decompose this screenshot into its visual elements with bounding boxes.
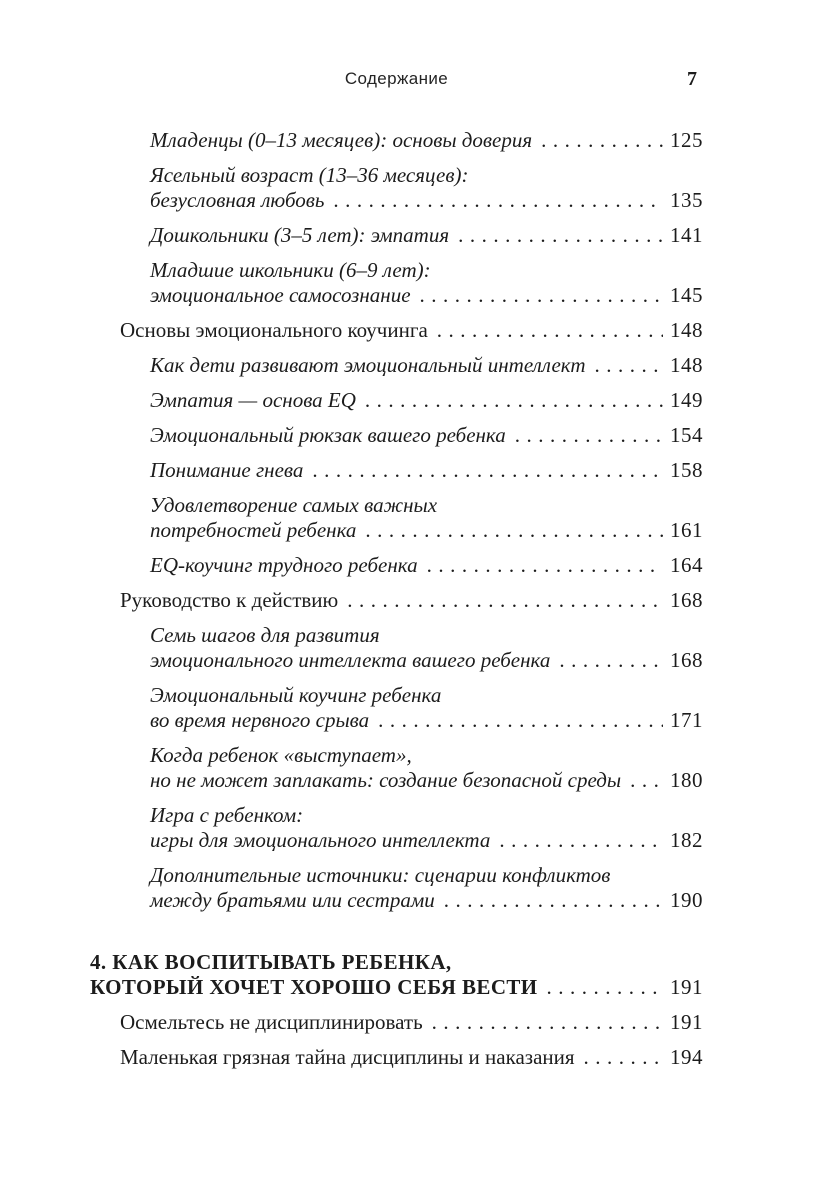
dotted-leader	[427, 553, 663, 578]
dotted-leader	[444, 888, 663, 913]
toc-entry-label: КОТОРЫЙ ХОЧЕТ ХОРОШО СЕБЯ ВЕСТИ	[90, 975, 538, 999]
toc-entry-line: Младшие школьники (6–9 лет):	[150, 258, 431, 282]
toc-entry-line: Эмоциональный коучинг ребенка	[150, 683, 442, 707]
dotted-leader	[333, 188, 663, 213]
toc-entry-lastline	[150, 423, 703, 448]
dotted-leader	[312, 458, 663, 483]
toc-entry-label: Осмельтесь не дисциплинировать	[120, 1010, 423, 1034]
dotted-leader	[499, 828, 663, 853]
toc-entry	[120, 318, 703, 343]
toc-entry	[150, 128, 703, 153]
toc-entry-lastline	[120, 588, 703, 613]
toc-entry-line: Дополнительные источники: сценарии конфликтов	[150, 863, 611, 887]
toc-entry	[120, 1010, 703, 1035]
toc-entry-lastline	[150, 188, 703, 213]
dotted-leader	[437, 318, 663, 343]
toc-entry-lastline	[90, 975, 703, 1000]
page-number: 149	[670, 388, 703, 412]
toc-entry	[150, 163, 703, 213]
page-number: 194	[670, 1045, 703, 1069]
toc-entry-lastline	[150, 223, 703, 248]
toc-entry-lastline	[120, 318, 703, 343]
toc-entry-line: Ясельный возраст (13–36 месяцев):	[150, 163, 469, 187]
toc-entry-label: Понимание гнева	[150, 458, 304, 482]
toc-entry-lastline	[150, 518, 703, 543]
toc-entry	[150, 683, 703, 733]
toc-entry	[150, 423, 703, 448]
page-number: 141	[670, 223, 703, 247]
page-number: 171	[670, 708, 703, 732]
toc-entry-label: но не может заплакать: создание безопасной среды	[150, 768, 622, 792]
page-number: 125	[670, 128, 703, 152]
page-number: 148	[670, 353, 703, 377]
dotted-leader	[547, 975, 663, 1000]
toc-entry-label: потребностей ребенка	[150, 518, 357, 542]
dotted-leader	[365, 388, 663, 413]
dotted-leader	[515, 423, 663, 448]
page-folio: 7	[687, 68, 697, 90]
toc-entry-lastline	[150, 768, 703, 793]
toc-entry-lastline	[150, 648, 703, 673]
toc-entry-lastline	[150, 708, 703, 733]
toc-entry-label: эмоциональное самосознание	[150, 283, 411, 307]
toc-entry	[90, 950, 703, 1000]
page-number: 190	[670, 888, 703, 912]
toc-entry-label: Маленькая грязная тайна дисциплины и наказания	[120, 1045, 575, 1069]
toc-entry-label: во время нервного срыва	[150, 708, 370, 732]
toc-entry	[150, 388, 703, 413]
toc-entry-label: EQ-коучинг трудного ребенка	[150, 553, 418, 577]
dotted-leader	[541, 128, 663, 153]
toc-entry	[150, 623, 703, 673]
dotted-leader	[347, 588, 663, 613]
toc-entry-label: эмоционального интеллекта вашего ребенка	[150, 648, 551, 672]
page-number: 191	[670, 1010, 703, 1034]
page-number: 168	[670, 648, 703, 672]
page-number: 164	[670, 553, 703, 577]
toc-entry-label: Как дети развивают эмоциональный интеллект	[150, 353, 586, 377]
toc-entry-lastline	[150, 888, 703, 913]
dotted-leader	[584, 1045, 663, 1070]
toc-entry-label: Младенцы (0–13 месяцев): основы доверия	[150, 128, 533, 152]
page-number: 145	[670, 283, 703, 307]
toc-entry	[150, 223, 703, 248]
toc-entry-label: Дошкольники (3–5 лет): эмпатия	[150, 223, 450, 247]
dotted-leader	[458, 223, 663, 248]
dotted-leader	[595, 353, 664, 378]
toc-entry-line: Удовлетворение самых важных	[150, 493, 438, 517]
toc-entry	[150, 493, 703, 543]
toc-entry	[150, 553, 703, 578]
page-number: 182	[670, 828, 703, 852]
toc-entry	[150, 803, 703, 853]
toc-entry-lastline	[150, 128, 703, 153]
page-number: 158	[670, 458, 703, 482]
toc-entry	[150, 458, 703, 483]
toc-entry-lastline	[150, 283, 703, 308]
toc-entry-label: Эмоциональный рюкзак вашего ребенка	[150, 423, 506, 447]
page-number: 180	[670, 768, 703, 792]
running-title: Содержание	[344, 69, 449, 88]
running-header	[90, 66, 703, 92]
toc-entry-label: Эмпатия — основа EQ	[150, 388, 356, 412]
toc-entry-label: Основы эмоционального коучинга	[120, 318, 428, 342]
toc-entry-line: Когда ребенок «выступает»,	[150, 743, 412, 767]
dotted-leader	[630, 768, 663, 793]
page-number: 161	[670, 518, 703, 542]
toc-entry	[120, 1045, 703, 1070]
toc-entry-line: 4. КАК ВОСПИТЫВАТЬ РЕБЕНКА,	[90, 950, 452, 974]
toc-entry-lastline	[150, 458, 703, 483]
toc-entry-lastline	[150, 553, 703, 578]
toc-entry	[120, 588, 703, 613]
table-of-contents	[90, 128, 703, 1070]
page-number: 135	[670, 188, 703, 212]
toc-entry	[150, 353, 703, 378]
toc-entry-lastline	[150, 388, 703, 413]
toc-entry-label: между братьями или сестрами	[150, 888, 435, 912]
toc-entry-lastline	[150, 828, 703, 853]
toc-entry	[150, 743, 703, 793]
dotted-leader	[420, 283, 663, 308]
page-number: 191	[670, 975, 703, 999]
toc-entry-label: игры для эмоционального интеллекта	[150, 828, 491, 852]
page-number: 148	[670, 318, 703, 342]
page-number: 168	[670, 588, 703, 612]
toc-entry-line: Семь шагов для развития	[150, 623, 380, 647]
toc-entry-label: безусловная любовь	[150, 188, 325, 212]
dotted-leader	[432, 1010, 663, 1035]
dotted-leader	[365, 518, 663, 543]
toc-entry-line: Игра с ребенком:	[150, 803, 304, 827]
toc-entry-label: Руководство к действию	[120, 588, 339, 612]
toc-entry	[150, 258, 703, 308]
page-number: 154	[670, 423, 703, 447]
toc-entry	[150, 863, 703, 913]
dotted-leader	[378, 708, 663, 733]
toc-entry-lastline	[120, 1010, 703, 1035]
dotted-leader	[559, 648, 663, 673]
toc-entry-lastline	[150, 353, 703, 378]
toc-entry-lastline	[120, 1045, 703, 1070]
